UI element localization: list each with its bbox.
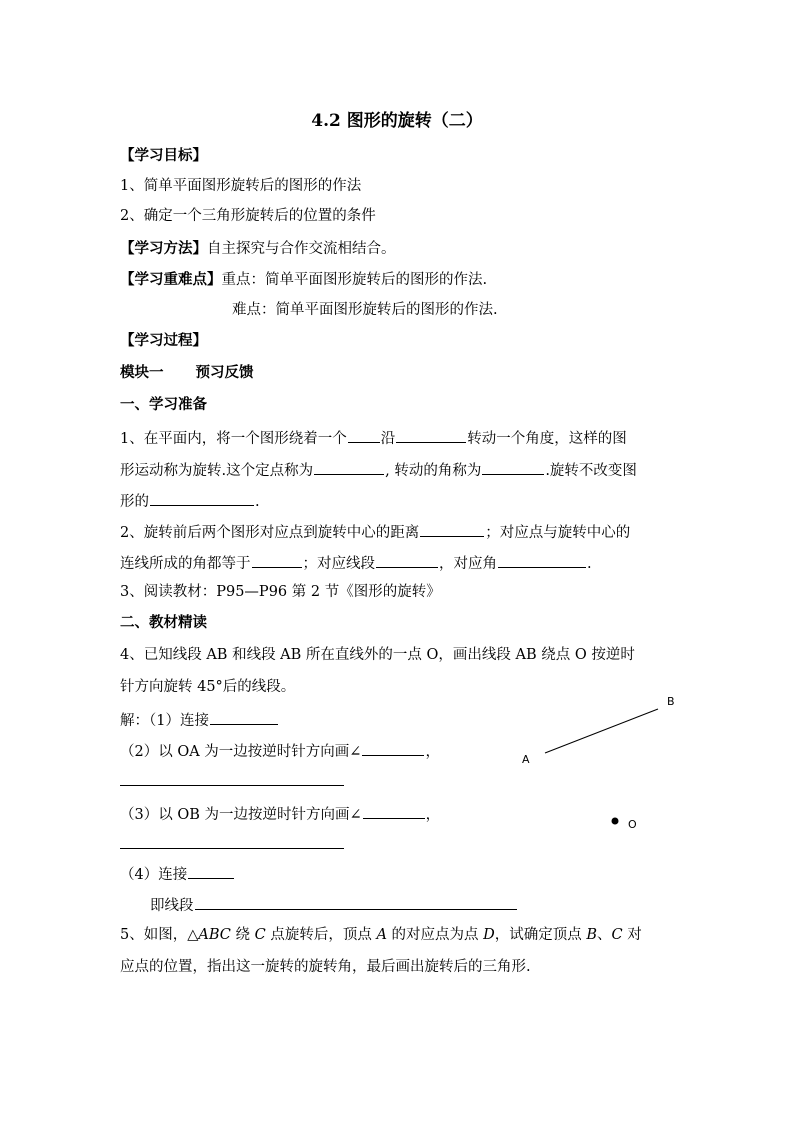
q4-step-3 [120, 802, 440, 825]
q5-text-5: ，试确定顶点 [494, 927, 587, 943]
q1-line-3 [120, 489, 260, 512]
q1-text-f: .旋转不改变图 [545, 463, 637, 479]
q5-point-d: D [483, 927, 495, 943]
q4-step-4-blank[interactable] [188, 862, 234, 879]
module-line [120, 363, 254, 383]
key-point-text: 重点：简单平面图形旋转后的图形的作法. [221, 272, 488, 288]
label-a: A [522, 753, 530, 766]
q4-step-4 [120, 862, 235, 885]
q1-blank-invariant[interactable] [150, 489, 254, 506]
q2-text-c: 连线所成的角都等于 [120, 556, 251, 572]
q2-text-d: ；对应线段 [302, 556, 375, 572]
segment-ab-figure [500, 685, 700, 835]
q4-step-3-blank[interactable] [363, 802, 425, 819]
point-o [612, 818, 619, 825]
q5-text-1: 5、如图， [120, 927, 188, 943]
method-text: 自主探究与合作交流相结合。 [207, 241, 396, 257]
q1-blank-direction[interactable] [396, 426, 466, 443]
q4-step-2 [120, 739, 440, 762]
process-heading: 【学习过程】 [120, 332, 207, 349]
method-heading: 【学习方法】 [120, 240, 207, 257]
q1-text-c: 转动一个角度，这样的图 [467, 431, 627, 447]
section2-heading: 二、教材精读 [120, 614, 207, 631]
q2-text-b: ；对应点与旋转中心的 [485, 525, 631, 541]
q1-text-h: . [255, 494, 260, 510]
q4-line-1: 4、已知线段 AB 和线段 AB 所在直线外的一点 O，画出线段 AB 绕点 O 按逆时 [120, 647, 635, 663]
q5-point-c: C [254, 927, 266, 943]
key-points-line [120, 270, 487, 290]
q2-blank-segment[interactable] [376, 551, 438, 568]
q5-text-3: 点旋转后，顶点 [265, 927, 377, 943]
section1-heading: 一、学习准备 [120, 396, 207, 413]
q4-result [150, 893, 518, 916]
q5-line-1 [120, 925, 642, 945]
q2-blank-corr-angle[interactable] [498, 551, 586, 568]
q2-text-e: ，对应角 [439, 556, 497, 572]
q2-line-1 [120, 520, 630, 543]
q4-step-2-blank[interactable] [362, 739, 424, 756]
q5-text-4: 的对应点为点 [386, 927, 484, 943]
q5-triangle: △ABC [187, 927, 231, 943]
q4-step-1-text: 解：（1）连接 [120, 713, 209, 729]
q5-text-7: 对 [622, 927, 642, 943]
q1-text-d: 形运动称为旋转.这个定点称为 [120, 463, 314, 479]
segment-ab [545, 709, 658, 753]
module-name: 预习反馈 [195, 364, 254, 381]
q2-line-2 [120, 551, 592, 574]
q4-line-2: 针方向旋转 45°后的线段。 [120, 679, 296, 695]
q1-blank-angle-name[interactable] [482, 458, 544, 475]
label-b: B [667, 695, 675, 708]
q1-line-1 [120, 426, 627, 449]
q5-text-6: 、 [597, 927, 612, 943]
q1-text-g: 形的 [120, 494, 149, 510]
q2-text-a: 2、旋转前后两个图形对应点到旋转中心的距离 [120, 525, 420, 541]
q4-step-2-answer-line[interactable] [120, 785, 344, 786]
q5-line-2: 应点的位置，指出这一旋转的旋转角，最后画出旋转后的三角形. [120, 959, 531, 975]
q4-step-1-blank[interactable] [210, 708, 278, 725]
q2-text-f: . [587, 556, 592, 572]
q4-result-text: 即线段 [150, 898, 194, 914]
method-line [120, 239, 396, 259]
q4-step-4-text: （4）连接 [120, 867, 188, 883]
q1-text-a: 1、在平面内，将一个图形绕着一个 [120, 431, 347, 447]
q4-step-2-text: （2）以 OA 为一边按逆时针方向画∠ [120, 744, 362, 760]
q2-blank-distance[interactable] [420, 520, 484, 537]
q5-point-b: B [586, 927, 598, 943]
q3-line: 3、阅读教材：P95—P96 第 2 节《图形的旋转》 [120, 584, 441, 600]
q2-blank-angle[interactable] [252, 551, 302, 568]
key-points-heading: 【学习重难点】 [120, 271, 222, 288]
objective-item-2: 2、确定一个三角形旋转后的位置的条件 [120, 208, 376, 224]
label-o: O [628, 818, 637, 831]
q4-step-3-comma: ， [425, 807, 441, 823]
q1-text-e: , 转动的角称为 [385, 463, 482, 479]
objective-item-1: 1、简单平面图形旋转后的图形的作法 [120, 178, 362, 194]
module-label: 模块一 [120, 364, 164, 381]
q5-point-a: A [376, 927, 387, 943]
q4-result-blank[interactable] [195, 893, 517, 910]
q4-step-1 [120, 708, 279, 731]
q5-point-c2: C [611, 927, 623, 943]
q4-step-3-answer-line[interactable] [120, 848, 344, 849]
q1-line-2 [120, 458, 637, 481]
q1-blank-center[interactable] [348, 426, 380, 443]
q5-text-2: 绕 [230, 927, 255, 943]
q1-blank-center-name[interactable] [314, 458, 384, 475]
page-title: 4.2 图形的旋转（二） [311, 111, 483, 131]
objectives-heading: 【学习目标】 [120, 147, 207, 164]
q1-text-b: 沿 [380, 431, 396, 447]
q4-step-3-text: （3）以 OB 为一边按逆时针方向画∠ [120, 807, 362, 823]
q4-step-2-comma: ， [425, 744, 440, 760]
difficult-point-text: 难点：简单平面图形旋转后的图形的作法. [232, 302, 498, 318]
